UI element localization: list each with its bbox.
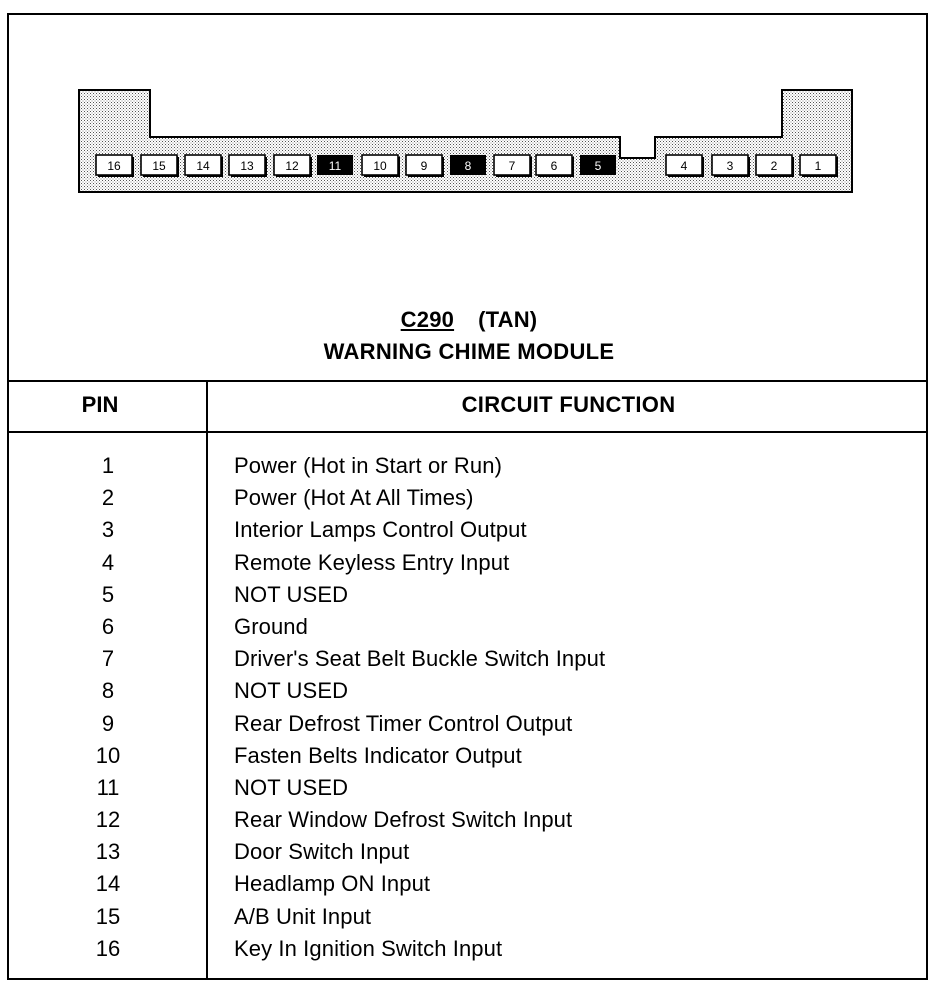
cavity-pin-10 (362, 155, 400, 177)
circuit-function: Driver's Seat Belt Buckle Switch Input (234, 646, 606, 672)
circuit-function: Fasten Belts Indicator Output (234, 742, 522, 768)
table-row (0, 804, 928, 836)
table-row (0, 836, 928, 868)
pin-column-header: PIN (81, 392, 119, 417)
header-rule (7, 431, 928, 433)
connector-id: C290 (400, 307, 455, 332)
table-row (0, 547, 928, 579)
table-row (0, 450, 928, 482)
circuit-function: Rear Defrost Timer Control Output (234, 710, 573, 736)
pin-number: 6 (101, 613, 115, 639)
connector-color: (TAN) (478, 307, 538, 332)
cavity-pin-14 (185, 155, 223, 177)
table-row (0, 611, 928, 643)
circuit-function: NOT USED (234, 678, 349, 704)
connector-face (0, 0, 938, 300)
circuit-function: NOT USED (234, 581, 349, 607)
connector-caption (0, 307, 938, 333)
cavity-pin-15 (141, 155, 179, 177)
pin-number: 15 (95, 903, 121, 929)
table-row (0, 868, 928, 900)
circuit-function: Door Switch Input (234, 839, 410, 865)
table-row (0, 772, 928, 804)
table-top-rule (7, 380, 928, 382)
function-column-header: CIRCUIT FUNCTION (461, 392, 676, 417)
cavity-pin-16 (96, 155, 134, 177)
cavity-label: 12 (285, 159, 299, 173)
cavity-pin-13 (229, 155, 267, 177)
table-row (0, 933, 928, 965)
cavity-label: 6 (550, 159, 558, 173)
circuit-function: Headlamp ON Input (234, 871, 431, 897)
cavity-pin-12 (274, 155, 312, 177)
cavity-pin-1 (800, 155, 838, 177)
cavity-pin-6 (536, 155, 574, 177)
circuit-function: NOT USED (234, 774, 349, 800)
pin-number: 7 (101, 646, 115, 672)
cavity-label: 7 (508, 159, 516, 173)
table-row (0, 643, 928, 675)
cavity-label: 3 (726, 159, 734, 173)
pin-table (0, 450, 928, 965)
cavity-row (96, 155, 838, 177)
pin-number: 8 (101, 678, 115, 704)
table-row (0, 901, 928, 933)
cavity-pin-2 (756, 155, 794, 177)
table-row (0, 579, 928, 611)
pin-number: 10 (95, 742, 121, 768)
cavity-pin-11 (317, 155, 353, 175)
cavity-pin-3 (712, 155, 750, 177)
pin-number: 16 (95, 935, 121, 961)
cavity-label: 2 (770, 159, 778, 173)
circuit-function: Rear Window Defrost Switch Input (234, 807, 573, 833)
table-row (0, 675, 928, 707)
cavity-label: 5 (594, 159, 602, 173)
table-row (0, 514, 928, 546)
cavity-pin-5 (580, 155, 616, 175)
cavity-label: 16 (107, 159, 121, 173)
table-row (0, 708, 928, 740)
circuit-function: Ground (234, 613, 308, 639)
cavity-label: 11 (328, 159, 342, 173)
table-row (0, 740, 928, 772)
cavity-label: 1 (814, 159, 822, 173)
module-name: WARNING CHIME MODULE (323, 339, 615, 364)
pin-number: 9 (101, 710, 115, 736)
circuit-function: Power (Hot in Start or Run) (234, 453, 503, 478)
pin-number: 4 (101, 549, 115, 575)
pin-number: 2 (101, 485, 115, 511)
circuit-function: Interior Lamps Control Output (234, 517, 527, 543)
cavity-label: 10 (373, 159, 387, 173)
pin-number: 14 (95, 871, 121, 897)
circuit-function: Key In Ignition Switch Input (234, 935, 503, 961)
circuit-function: Remote Keyless Entry Input (234, 549, 510, 575)
cavity-label: 4 (680, 159, 688, 173)
cavity-label: 8 (464, 159, 472, 173)
cavity-pin-8 (450, 155, 486, 175)
cavity-label: 15 (152, 159, 166, 173)
cavity-pin-7 (494, 155, 532, 177)
cavity-label: 9 (420, 159, 428, 173)
table-row (0, 482, 928, 514)
pin-number: 3 (101, 517, 115, 543)
cavity-pin-4 (666, 155, 704, 177)
cavity-pin-9 (406, 155, 444, 177)
pin-number: 5 (101, 581, 115, 607)
circuit-function: Power (Hot At All Times) (234, 485, 474, 511)
pin-number: 12 (95, 807, 121, 833)
cavity-label: 13 (240, 159, 254, 173)
pin-number: 13 (95, 839, 121, 865)
pin-number: 1 (101, 453, 115, 478)
pin-number: 11 (96, 774, 120, 800)
circuit-function: A/B Unit Input (234, 903, 372, 929)
cavity-label: 14 (196, 159, 210, 173)
